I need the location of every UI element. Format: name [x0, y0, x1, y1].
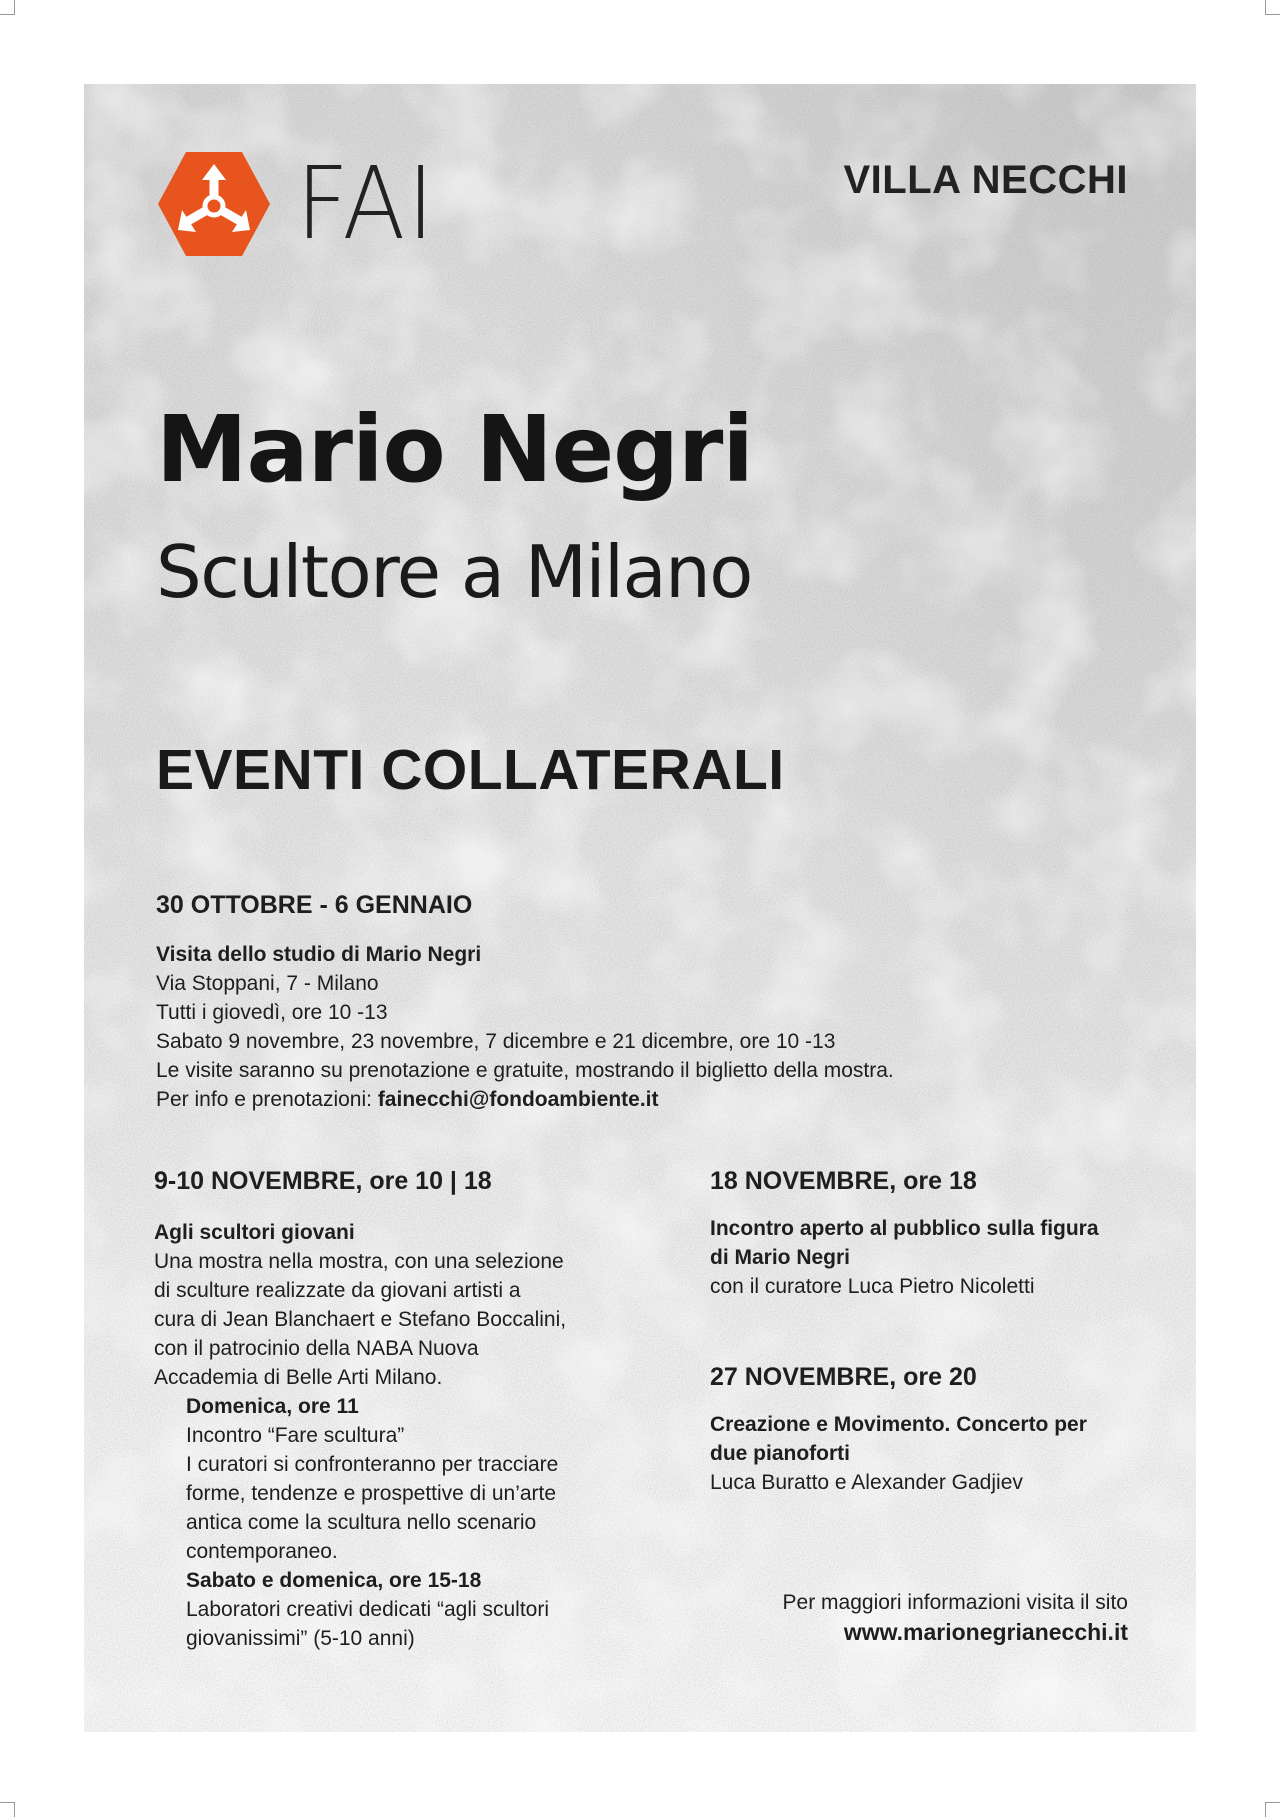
sub-event-line: Incontro “Fare scultura”: [186, 1424, 405, 1447]
exhibition-subtitle: Scultore a Milano: [156, 530, 752, 614]
event-date: 18 NOVEMBRE, ore 18: [710, 1167, 977, 1195]
footer-info: [783, 1588, 1128, 1647]
sub-event-line: giovanissimi” (5-10 anni): [186, 1627, 415, 1650]
event-name: Visita dello studio di Mario Negri: [156, 943, 482, 966]
event-date: 27 NOVEMBRE, ore 20: [710, 1363, 977, 1391]
event-detail-line: Sabato 9 novembre, 23 novembre, 7 dicembre e 21 dicembre, ore 10 -13: [156, 1030, 836, 1053]
event-date: 30 OTTOBRE - 6 GENNAIO: [156, 891, 473, 919]
sub-event-title: Sabato e domenica, ore 15-18: [186, 1569, 482, 1592]
event-detail-line: con il curatore Luca Pietro Nicoletti: [710, 1275, 1035, 1298]
sub-event-sunday: [154, 1392, 614, 1566]
event-young-sculptors: [154, 1166, 614, 1653]
fai-logo-text: FAI: [296, 145, 437, 262]
event-detail-line: Tutti i giovedì, ore 10 -13: [156, 1001, 388, 1024]
booking-email-link[interactable]: fainecchi@fondoambiente.it: [377, 1088, 659, 1111]
exhibition-title: Mario Negri: [156, 396, 753, 503]
crop-mark-top-left: [0, 0, 15, 15]
sub-event-line: antica come la scultura nello scenario: [186, 1511, 537, 1534]
event-concert: [710, 1362, 1140, 1497]
event-detail-line: Accademia di Belle Arti Milano.: [154, 1366, 443, 1389]
sub-event-line: Laboratori creativi dedicati “agli scultori: [186, 1598, 549, 1621]
venue-name: VILLA NECCHI: [843, 158, 1128, 202]
sub-event-title: Domenica, ore 11: [186, 1395, 359, 1418]
sub-event-line: I curatori si confronteranno per tracciare: [186, 1453, 559, 1476]
event-name: Agli scultori giovani: [154, 1221, 355, 1244]
event-date: 9-10 NOVEMBRE, ore 10 | 18: [154, 1167, 492, 1195]
event-name: due pianoforti: [710, 1442, 850, 1465]
event-detail-line: con il patrocinio della NABA Nuova: [154, 1337, 479, 1360]
section-heading: EVENTI COLLATERALI: [156, 738, 785, 802]
crop-mark-bottom-left: [0, 1802, 15, 1817]
sub-event-line: contemporaneo.: [186, 1540, 338, 1563]
event-detail-line: Una mostra nella mostra, con una selezione: [154, 1250, 564, 1273]
event-public-meeting: [710, 1166, 1140, 1301]
event-name: Incontro aperto al pubblico sulla figura: [710, 1217, 1099, 1240]
sub-event-line: forme, tendenze e prospettive di un’arte: [186, 1482, 557, 1505]
footer-lead-text: Per maggiori informazioni visita il sito: [782, 1591, 1128, 1614]
event-studio-visit: [156, 890, 1056, 1114]
poster: [84, 84, 1196, 1732]
event-name: di Mario Negri: [710, 1246, 851, 1269]
fai-logo: [156, 145, 448, 262]
crop-mark-top-right: [1265, 0, 1280, 15]
website-link[interactable]: www.marionegrianecchi.it: [843, 1619, 1128, 1645]
sub-event-weekend-workshops: [154, 1566, 614, 1653]
event-detail-line: Le visite saranno su prenotazione e gratuite, mostrando il biglietto della mostra.: [156, 1059, 894, 1082]
event-detail-line: Luca Buratto e Alexander Gadjiev: [710, 1471, 1023, 1494]
event-name: Creazione e Movimento. Concerto per: [710, 1413, 1087, 1436]
booking-info-label: Per info e prenotazioni:: [156, 1088, 378, 1111]
booking-info: [156, 1085, 1056, 1114]
event-detail-line: Via Stoppani, 7 - Milano: [156, 972, 379, 995]
event-detail-line: di sculture realizzate da giovani artisti a: [154, 1279, 521, 1302]
crop-mark-bottom-right: [1265, 1802, 1280, 1817]
fai-tri-arrow-hexagon-icon: [156, 150, 272, 258]
event-detail-line: cura di Jean Blanchaert e Stefano Boccalini,: [154, 1308, 567, 1331]
